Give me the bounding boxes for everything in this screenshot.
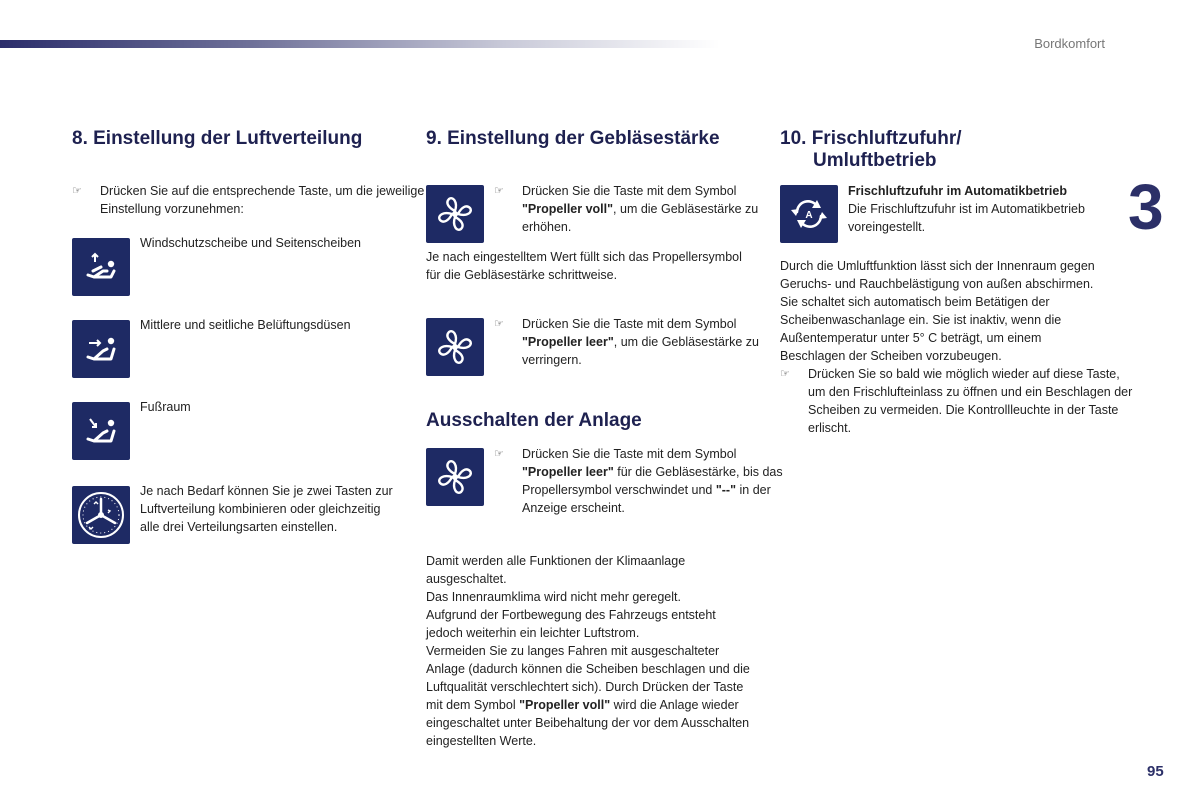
- item-vents-label: Mittlere und seitliche Belüftungsdüsen: [140, 318, 351, 332]
- recirculation-instruction: ☞ Drücken Sie so bald wie möglich wieder auf diese Taste, um den Frischlufteinlass zu öffnen und ein Beschlagen der Scheiben zu vermeiden. Die Kontrollleuchte in der Taste erlischt.: [780, 367, 1133, 435]
- column-recirculation: [780, 128, 1133, 435]
- page-number: 95: [1147, 763, 1164, 780]
- windshield-air-icon: [72, 238, 130, 296]
- section-label: Bordkomfort: [1034, 36, 1105, 51]
- distribution-dial-icon: [72, 486, 130, 544]
- propeller-empty-icon: [426, 318, 484, 376]
- auto-mode-title: Frischluftzufuhr im Automatikbetrieb: [848, 184, 1067, 198]
- turn-off-instruction: ☞ Drücken Sie die Taste mit dem Symbol "Propeller leer" für die Gebläsestärke, bis das Propellersymbol verschwindet und "--" in der Anzeige erscheint.: [494, 447, 783, 515]
- section-title-recirculation: 10. Frischluftzufuhr/ Umluftbetrieb: [780, 128, 962, 171]
- column-air-distribution: [72, 128, 425, 534]
- pointer-icon: ☞: [494, 318, 504, 330]
- item-combination-text: Je nach Bedarf können Sie je zwei Tasten zur Luftverteilung kombinieren oder gleichzeitig alle drei Verteilungsarten einstellen.: [140, 484, 393, 534]
- svg-text:A: A: [805, 210, 813, 221]
- item-windshield-label: Windschutzscheibe und Seitenscheiben: [140, 236, 361, 250]
- section-title-turn-off: Ausschalten der Anlage: [426, 410, 642, 431]
- vents-air-icon: [72, 320, 130, 378]
- instruction-bullet: ☞ Drücken Sie auf die entsprechende Taste, um die jeweilige Einstellung vorzunehmen:: [72, 184, 425, 216]
- recirculation-auto-icon: [780, 185, 838, 243]
- auto-mode-info: [848, 182, 1110, 236]
- propeller-full-icon: [426, 185, 484, 243]
- auto-mode-text: Die Frischluftzufuhr ist im Automatikbetrieb voreingestellt.: [848, 202, 1085, 234]
- pointer-icon: ☞: [780, 368, 790, 380]
- increase-fan-instruction: ☞ Drücken Sie die Taste mit dem Symbol "Propeller voll", um die Gebläsestärke zu erhöhen.: [494, 184, 759, 234]
- footwell-air-icon: [72, 402, 130, 460]
- pointer-icon: ☞: [494, 448, 504, 460]
- pointer-icon: ☞: [72, 185, 82, 197]
- pointer-icon: ☞: [494, 185, 504, 197]
- recirculation-explanation: Durch die Umluftfunktion lässt sich der Innenraum gegen Geruchs- und Rauchbelästigung von außen abschirmen. Sie schaltet sich automatisch beim Betätigen der Scheibenwaschanlage ein. Sie ist inaktiv, wenn die Außentemperatur unter 5° C beträgt, um einem Beschlagen der Scheiben vorzubeugen.: [780, 259, 1095, 363]
- chapter-number: 3: [1128, 171, 1164, 243]
- section-title-air-distribution: 8. Einstellung der Luftverteilung: [72, 128, 363, 149]
- fan-fill-note: Je nach eingestelltem Wert füllt sich das Propellersymbol für die Gebläsestärke schrittweise.: [426, 250, 742, 282]
- column-fan-speed: [426, 128, 783, 748]
- item-footwell-label: Fußraum: [140, 400, 191, 414]
- propeller-empty-icon: [426, 448, 484, 506]
- decrease-fan-instruction: ☞ Drücken Sie die Taste mit dem Symbol "Propeller leer", um die Gebläsestärke zu verringern.: [494, 317, 759, 367]
- header-gradient-bar: [0, 40, 720, 48]
- turn-off-explanation: Damit werden alle Funktionen der Klimaanlage ausgeschaltet. Das Innenraumklima wird nicht mehr geregelt. Aufgrund der Fortbewegung des Fahrzeugs entsteht jedoch weiterhin ein leichter Luftstrom. Vermeiden Sie zu langes Fahren mit ausgeschalteter Anlage (dadurch können die Scheiben beschlagen und die Luftqualität verschlechtert sich). Durch Drücken der Taste mit dem Symbol "Propeller voll" wird die Anlage wieder eingeschaltet unter Beibehaltung der vor dem Ausschalten eingestellten Werte.: [426, 554, 750, 748]
- section-title-fan-speed: 9. Einstellung der Gebläsestärke: [426, 128, 720, 149]
